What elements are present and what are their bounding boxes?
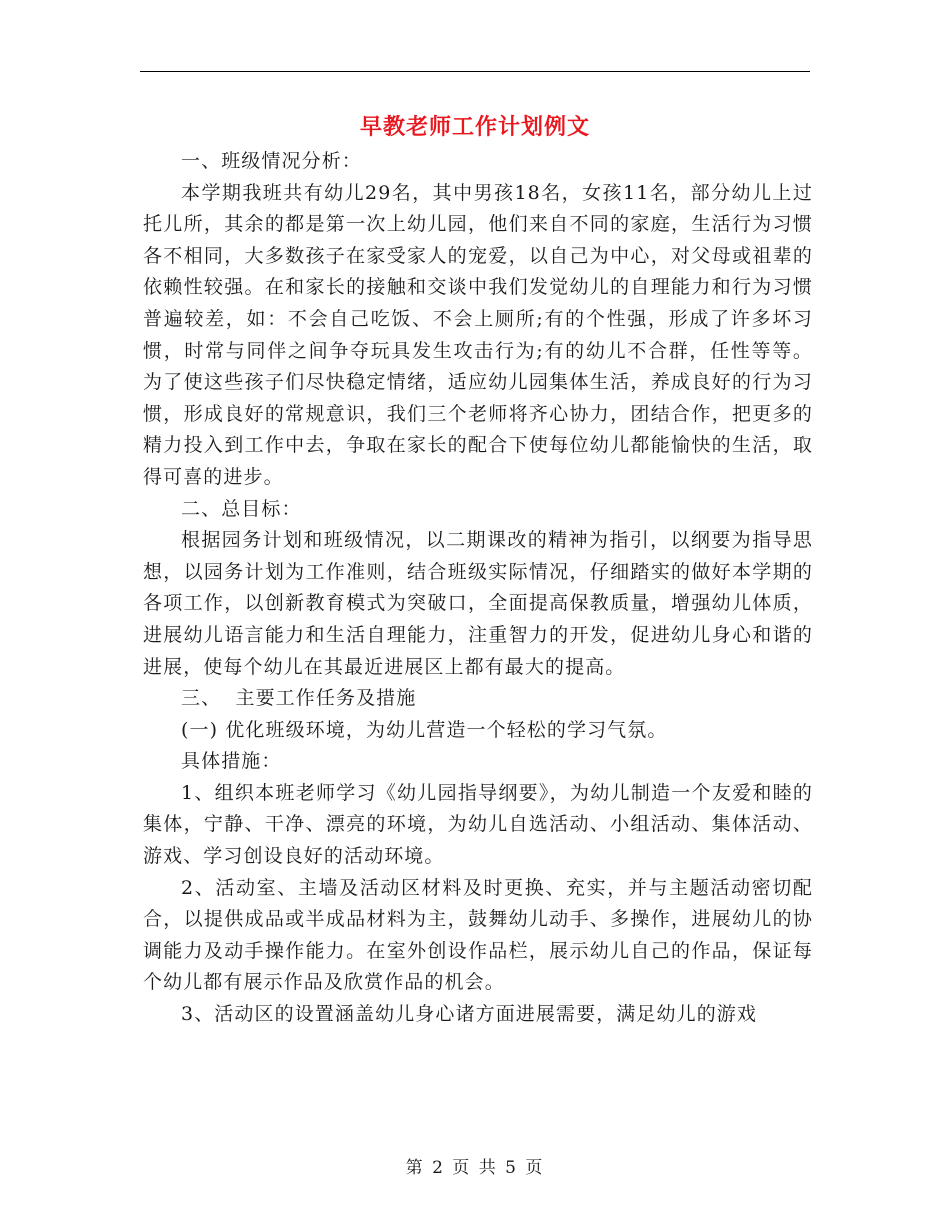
- list-item-measure-3: 3、活动区的设置涵盖幼儿身心诸方面进展需要，满足幼儿的游戏: [181, 1003, 757, 1026]
- document-title: 早教老师工作计划例文: [359, 115, 590, 140]
- list-item-measure-1: 1、组织本班老师学习《幼儿园指导纲要》，为幼儿制造一个友爱和睦的集体，宁静、干净、漂亮的环境，为幼儿自选活动、小组活动、集体活动、游戏、学习创设良好的活动环境。: [143, 781, 813, 868]
- section-heading-overall-goal: 二、总目标：: [181, 497, 302, 520]
- label-specific-measures: 具体措施：: [181, 750, 282, 773]
- section-heading-class-analysis: 一、班级情况分析：: [181, 150, 362, 172]
- section-heading-main-tasks: 三、 主要工作任务及措施: [181, 687, 417, 710]
- paragraph-class-analysis: 本学期我班共有幼儿29名，其中男孩18名，女孩11名，部分幼儿上过托儿所，其余的都是第一次上幼儿园，他们来自不同的家庭，生活行为习惯各不相同，大多数孩子在家受家人的宠爱，以自己为中心，对父母或祖辈的依赖性较强。在和家长的接触和交谈中我们发觉幼儿的自理能力和行为习惯普遍较差，如：不会自己吃饭、不会上厕所;有的个性强，形成了许多坏习惯，时常与同伴之间争夺玩具发生攻击行为;有的幼儿不合群，任性等等。为了使这些孩子们尽快稳定情绪，适应幼儿园集体生活，养成良好的行为习惯，形成良好的常规意识，我们三个老师将齐心协力，团结合作，把更多的精力投入到工作中去，争取在家长的配合下使每位幼儿都能愉快的生活，取得可喜的进步。: [143, 181, 813, 488]
- paragraph-overall-goal: 根据园务计划和班级情况，以二期课改的精神为指引，以纲要为指导思想，以园务计划为工作准则，结合班级实际情况，仔细踏实的做好本学期的各项工作，以创新教育模式为突破口，全面提高保教质量，增强幼儿体质，进展幼儿语言能力和生活自理能力，注重智力的开发，促进幼儿身心和谐的进展，使每个幼儿在其最近进展区上都有最大的提高。: [143, 529, 813, 678]
- list-item-measure-2: 2、活动室、主墙及活动区材料及时更换、充实，并与主题活动密切配合，以提供成品或半成品材料为主，鼓舞幼儿动手、多操作，进展幼儿的协调能力及动手操作能力。在室外创设作品栏，展示幼儿自己的作品，保证每个幼儿都有展示作品及欣赏作品的机会。: [143, 876, 813, 994]
- page-number-footer: 第 2 页 共 5 页: [405, 1158, 545, 1178]
- document-body: [143, 146, 813, 1031]
- header-rule: [140, 71, 810, 72]
- subheading-optimize-environment: (一) 优化班级环境，为幼儿营造一个轻松的学习气氛。: [181, 718, 668, 741]
